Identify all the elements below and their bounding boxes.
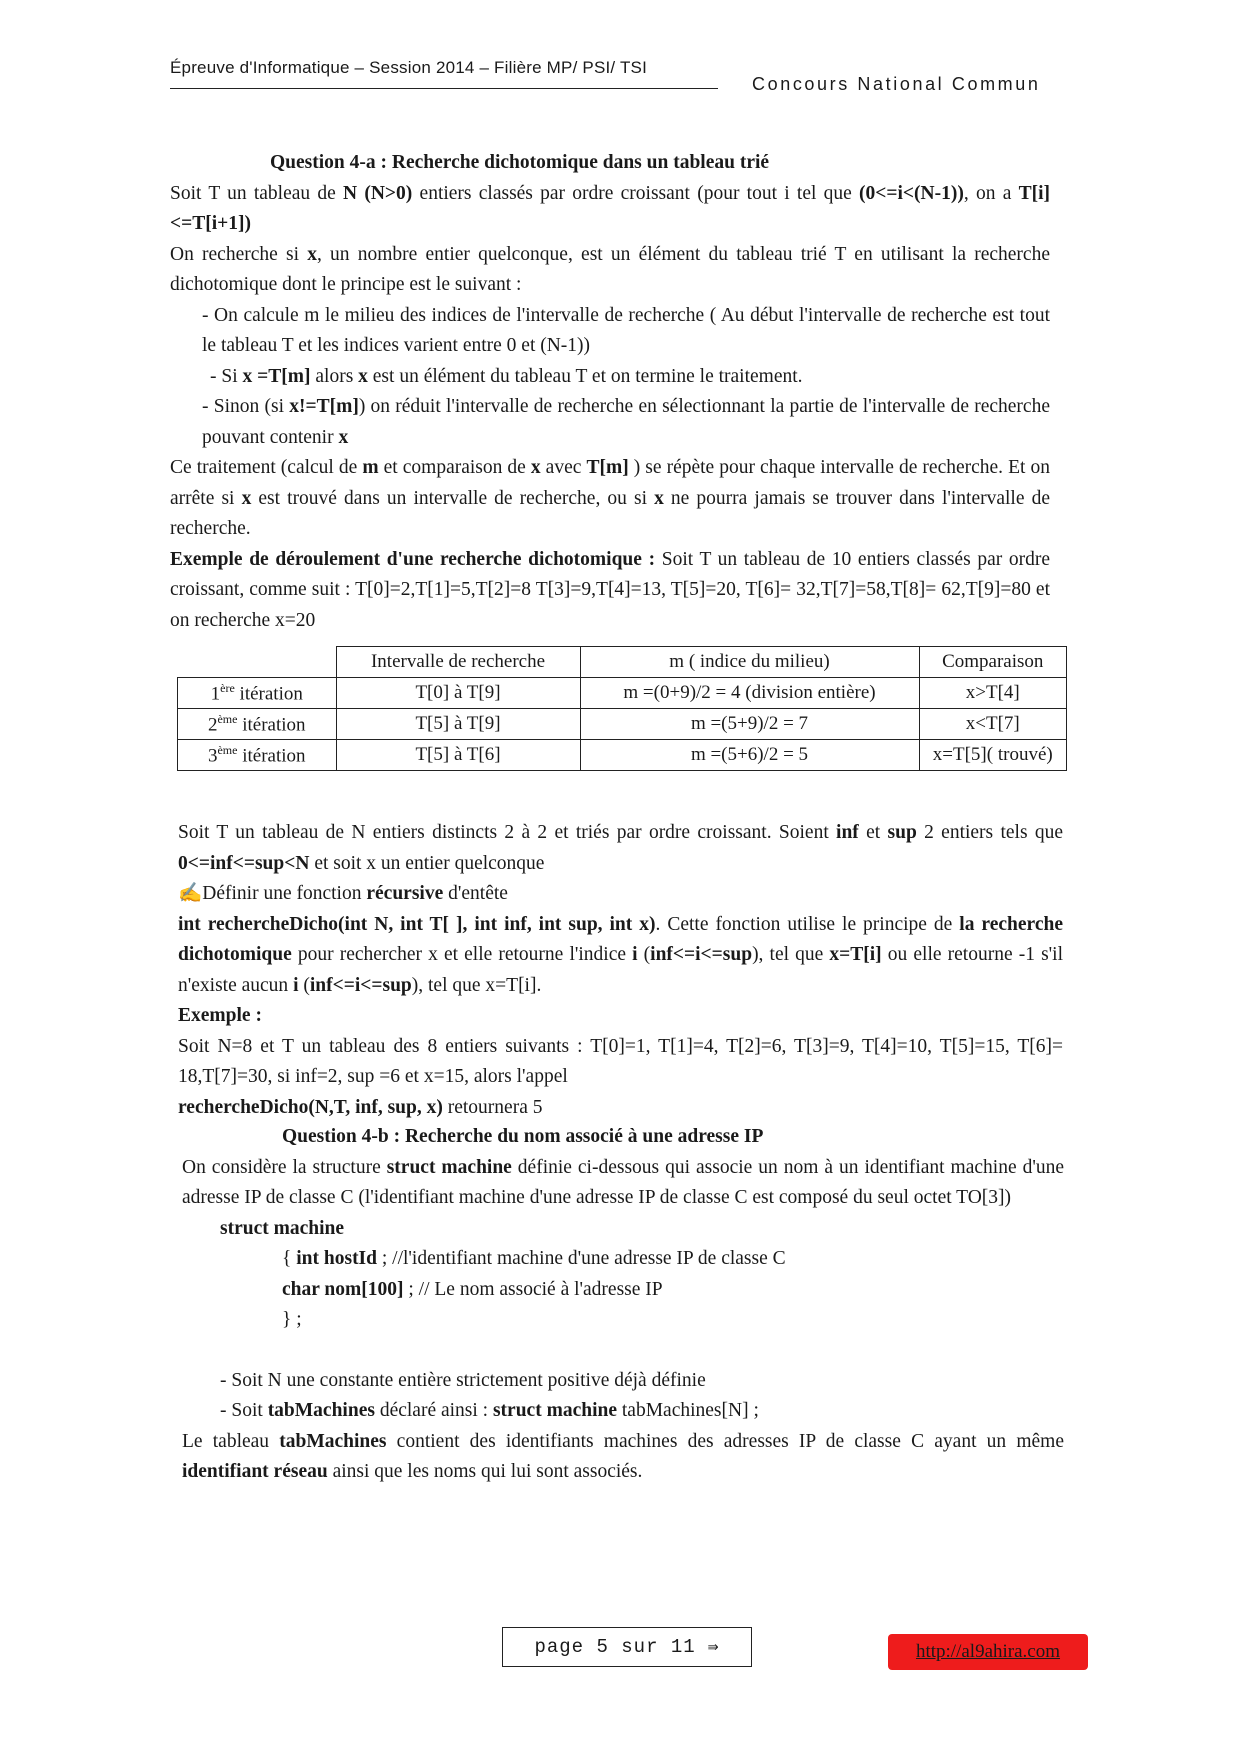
bullet-item: - Sinon (si x!=T[m]) on réduit l'intervalle de recherche en sélectionnant la partie de l'intervalle de recherche pouvant contenir x xyxy=(202,396,1050,448)
paragraph: On recherche si x, un nombre entier quelconque, est un élément du tableau trié T en utilisant la recherche dichotomique dont le principe est le suivant : xyxy=(170,243,1050,295)
page-number: page 5 sur 11 xyxy=(534,1636,696,1658)
header-title: Épreuve d'Informatique – Session 2014 – Filière MP/ PSI/ TSI xyxy=(170,58,648,77)
question-4a-title: Question 4-a : Recherche dichotomique dans un tableau trié xyxy=(270,152,770,173)
page-number-box xyxy=(502,1627,752,1667)
list-item: - Soit N une constante entière strictement positive déjà définie xyxy=(220,1369,706,1391)
iteration-label: 1ère itération xyxy=(178,678,337,709)
interval-cell: T[5] à T[6] xyxy=(336,740,580,771)
code-line: char nom[100] ; // Le nom associé à l'adresse IP xyxy=(282,1278,663,1300)
comparison-cell: x<T[7] xyxy=(919,709,1067,740)
table-row xyxy=(178,678,1067,709)
table-row xyxy=(178,740,1067,771)
question-4b-title: Question 4-b : Recherche du nom associé à une adresse IP xyxy=(282,1126,764,1147)
table-header-cell: Comparaison xyxy=(919,647,1067,678)
table-header-cell: m ( indice du milieu) xyxy=(580,647,919,678)
iteration-table xyxy=(177,646,1067,771)
comparison-cell: x=T[5]( trouvé) xyxy=(919,740,1067,771)
code-line: struct machine xyxy=(220,1217,345,1239)
example-title: Exemple : xyxy=(178,1005,262,1026)
example-paragraph: Exemple de déroulement d'une recherche dichotomique : Soit T un tableau de 10 entiers classés par ordre croissant, comme suit : T[0]=2,T[1]=5,T[2]=8 T[3]=9,T[4]=13, T[5]=20, T[6]= 32,T[7]=58,T[8]= 62,T[9]=80 et on recherche x=20 xyxy=(170,548,1051,631)
bullet-item: - Si x =T[m] alors x est un élément du tableau T et on termine le traitement. xyxy=(210,365,803,387)
table-header-cell: Intervalle de recherche xyxy=(336,647,580,678)
iteration-label: 2ème itération xyxy=(178,709,337,740)
code-line: { int hostId ; //l'identifiant machine d'une adresse IP de classe C xyxy=(282,1248,786,1269)
instruction: ✍Définir une fonction récursive d'entête xyxy=(178,883,508,904)
header-rule xyxy=(170,88,718,89)
paragraph: Le tableau tabMachines contient des identifiants machines des adresses IP de classe C ayant un même identifiant réseau ainsi que les noms qui lui sont associés. xyxy=(182,1430,1065,1482)
table-header-cell xyxy=(178,647,337,678)
comparison-cell: x>T[4] xyxy=(919,678,1067,709)
website-link[interactable]: http://al9ahira.com xyxy=(888,1634,1088,1670)
bullet-item: - On calcule m le milieu des indices de l'intervalle de recherche ( Au début l'intervalle de recherche est tout le tableau T et les indices varient entre 0 et (N-1)) xyxy=(202,304,1050,356)
list-item: - Soit tabMachines déclaré ainsi : struct machine tabMachines[N] ; xyxy=(220,1400,759,1421)
interval-cell: T[0] à T[9] xyxy=(336,678,580,709)
spacer xyxy=(182,1336,1064,1366)
paragraph: Soit T un tableau de N (N>0) entiers classés par ordre croissant (pour tout i tel que (0<=i<(N-1)), on a T[i]<=T[i+1]) xyxy=(170,182,1051,234)
interval-cell: T[5] à T[9] xyxy=(336,709,580,740)
example-paragraph: Soit N=8 et T un tableau des 8 entiers suivants : T[0]=1, T[1]=4, T[2]=6, T[3]=9, T[4]=10, T[5]=15, T[6]= 18,T[7]=30, si inf=2, sup =6 et x=15, alors l'appel xyxy=(178,1035,1063,1087)
paragraph: On considère la structure struct machine définie ci-dessous qui associe un nom à un identifiant machine d'une adresse IP de classe C (l'identifiant machine d'une adresse IP de classe C est composé du seul octet TO[3]) xyxy=(182,1156,1064,1208)
header-contest: Concours National Commun xyxy=(752,74,1041,94)
example-result: rechercheDicho(N,T, inf, sup, x) retournera 5 xyxy=(178,1096,543,1118)
recursive-function-section xyxy=(178,818,1063,1123)
midpoint-cell: m =(5+6)/2 = 5 xyxy=(580,740,919,771)
table-header-row xyxy=(178,647,1067,678)
paragraph: Soit T un tableau de N entiers distincts 2 à 2 et triés par ordre croissant. Soient inf et sup 2 entiers tels que 0<=inf<=sup<N et soit x un entier quelconque xyxy=(178,822,1063,874)
question-4b-section xyxy=(182,1122,1064,1488)
paragraph: Ce traitement (calcul de m et comparaison de x avec T[m] ) se répète pour chaque intervalle de recherche. Et on arrête si x est trouvé dans un intervalle de recherche, ou si x ne pourra jamais se trouver dans l'intervalle de recherche. xyxy=(170,457,1050,539)
next-page-arrow-icon: ⇛ xyxy=(707,1638,720,1658)
question-4a-section xyxy=(170,148,1050,636)
iteration-label: 3ème itération xyxy=(178,740,337,771)
midpoint-cell: m =(0+9)/2 = 4 (division entière) xyxy=(580,678,919,709)
code-line: } ; xyxy=(282,1309,302,1330)
table-row xyxy=(178,709,1067,740)
paragraph: int rechercheDicho(int N, int T[ ], int inf, int sup, int x). Cette fonction utilise le principe de la recherche dichotomique pour rechercher x et elle retourne l'indice i (inf<=i<=sup), tel que x=T[i] ou elle retourne -1 s'il n'existe aucun i (inf<=i<=sup), tel que x=T[i]. xyxy=(178,913,1064,996)
midpoint-cell: m =(5+9)/2 = 7 xyxy=(580,709,919,740)
